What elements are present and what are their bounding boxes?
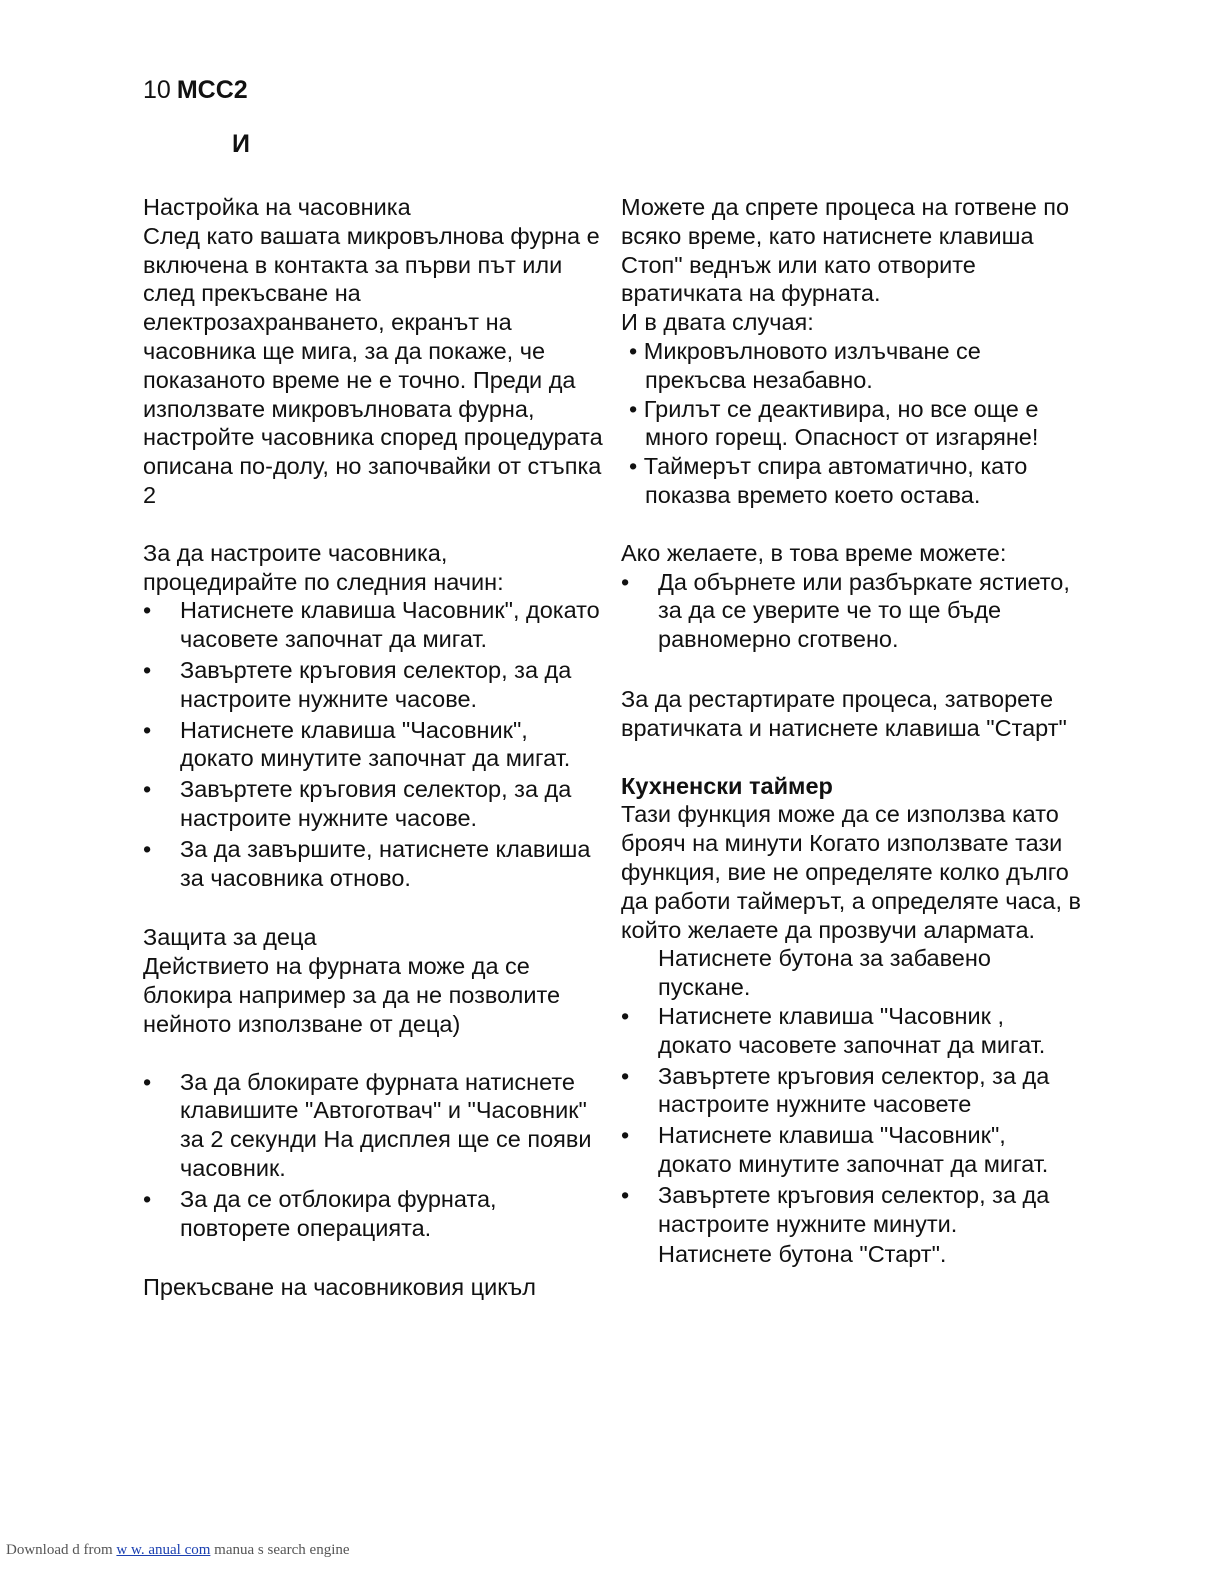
child-lock-text: Действието на фурната може да се блокира например за да не позволите нейното използване от деца) (143, 953, 561, 1037)
footer-suffix: manua s search engine (210, 1542, 350, 1558)
list-item: • Завъртете кръговия селектор, за да настроите нужните часове. (143, 656, 603, 714)
section-letter: И (232, 130, 250, 158)
list-item: • Грилът се деактивира, но все още е много горещ. Опасност от изгаряне! (629, 395, 1039, 451)
list-item: • Микровълновото излъчване се прекъсва незабавно. (629, 337, 981, 393)
clock-steps (143, 596, 603, 892)
model-name: MCC2 (176, 76, 248, 104)
list-item: • Завъртете кръговия селектор, за да настроите нужните часовете (621, 1062, 1081, 1120)
child-lock-title: Защита за деца (143, 924, 317, 951)
list-item: • Завъртете кръговия селектор, за да настроите нужните часове. (143, 775, 603, 833)
interrupt-title: Прекъсване на часовниковия цикъл (143, 1274, 536, 1301)
timer-steps (621, 1002, 1081, 1238)
list-item: • Завъртете кръговия селектор, за да настроите нужните минути. (621, 1181, 1081, 1239)
cases-list (621, 337, 1081, 510)
list-item: • За да блокирате фурната натиснете клавишите "Автоготвач" и "Часовник" за 2 секунди На дисплея ще се появи часовник. (143, 1068, 603, 1183)
list-item: • Таймерът спира автоматично, като показва времето което остава. (629, 453, 1028, 508)
footer-link[interactable]: w w. anual com (116, 1542, 211, 1558)
download-footer (6, 1542, 350, 1559)
stop-text: Можете да спрете процеса на готвене по всяко време, като натиснете клавиша Стоп" веднъж или като отворите вратичката на фурната. (621, 194, 1070, 307)
timer-first-step: Натиснете бутона за забавено пускане. (658, 945, 991, 1001)
page-header (143, 76, 248, 105)
list-item: • Натиснете клавиша Часовник", докато часовете започнат да мигат. (143, 596, 603, 654)
list-item: • Натиснете клавиша "Часовник , докато часовете започнат да мигат. (621, 1002, 1081, 1060)
restart-text: За да рестартирате процеса, затворете вратичката и натиснете клавиша "Старт" (621, 685, 1067, 741)
case-text: Грилът се деактивира, но все още е много горещ. Опасност от изгаряне! (643, 395, 1039, 451)
timer-last-step: Натиснете бутона "Старт". (658, 1241, 947, 1268)
list-item: • За да се отблокира фурната, повторете операцията. (143, 1185, 603, 1243)
case-text: Микровълновото излъчване се прекъсва незабавно. (643, 337, 981, 393)
case-text: Таймерът спира автоматично, като показва времето което остава. (643, 453, 1028, 508)
right-column (621, 193, 1081, 1269)
list-item: • Натиснете клавиша "Часовник", докато минутите започнат да мигат. (143, 716, 603, 774)
timer-title: Кухненски таймер (621, 772, 833, 799)
left-column (143, 193, 603, 1302)
timer-text: Тази функция може да се използва като брояч на минути Когато използвате тази функция, вие не определяте колко дълго да работи таймерът, а определяте часа, в който желаете да прозвучи алармата. (621, 801, 1082, 943)
clock-how: За да настроите часовника, процедирайте по следния начин: (143, 539, 504, 595)
wish-steps (621, 568, 1081, 654)
page-number: 10 (143, 76, 171, 104)
both-cases: И в двата случая: (621, 309, 814, 336)
clock-intro: След като вашата микровълнова фурна е включена в контакта за първи път или след прекъсване на електрозахранването, екранът на часовника ще мига, за да покаже, че показаното време не е точно. Преди да използвате микровълновата фурна, настройте часовника според процедурата описана по-долу, но започвайки от стъпка 2 (143, 222, 603, 508)
if-wish: Ако желаете, в това време можете: (621, 539, 1007, 566)
list-item: • Да обърнете или разбъркате ястието, за да се уверите че то ще бъде равномерно сготвено. (621, 568, 1081, 654)
clock-title: Настройка на часовника (143, 194, 411, 220)
list-item: • Натиснете клавиша "Часовник", докато минутите започнат да мигат. (621, 1121, 1081, 1179)
footer-prefix: Download d from (6, 1542, 117, 1558)
list-item: • За да завършите, натиснете клавиша за часовника отново. (143, 835, 603, 893)
child-lock-steps (143, 1068, 603, 1243)
